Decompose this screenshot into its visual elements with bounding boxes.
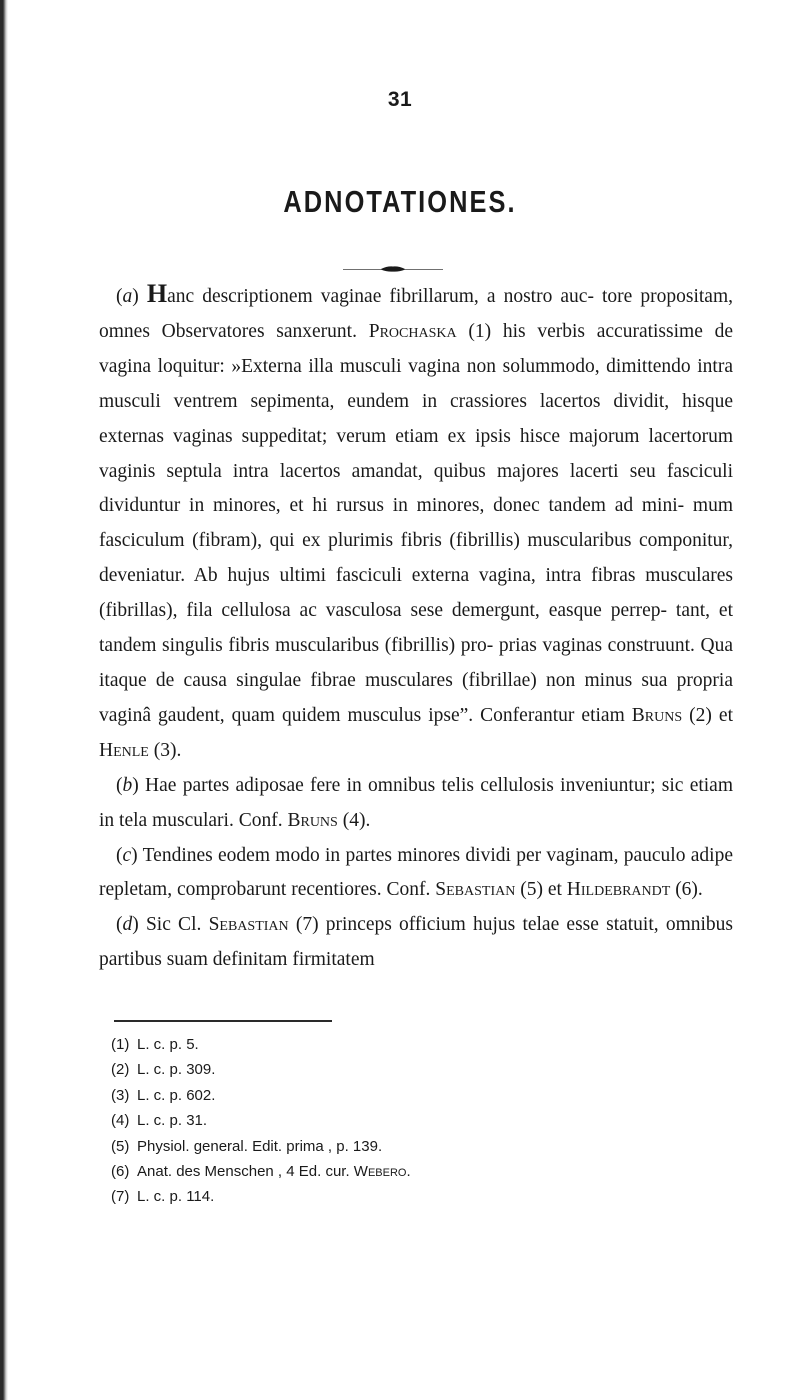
page-edge-shadow: [0, 0, 8, 1400]
annotation-text: (3).: [148, 739, 182, 761]
page-number: 31: [387, 88, 413, 111]
annotation-text: Hae partes adiposae fere in omnibus telis cellulosis inveniuntur; sic etiam in tela musculari. Conf.: [99, 774, 734, 831]
footnote-number: (7): [111, 1188, 130, 1206]
annotation-text: (6).: [670, 879, 703, 901]
footnote-item: [111, 1134, 671, 1159]
footnote-text: L. c. p. 602.: [137, 1086, 216, 1104]
initial-letter: H: [146, 279, 168, 308]
footnote-item: [111, 1032, 671, 1057]
annotation-text: anc descriptionem vaginae fibrillarum, a nostro auc- tore propositam, omnes Observatores sanxerunt.: [99, 286, 734, 342]
annotations-body: [99, 277, 733, 978]
annotation-label: (b): [116, 774, 139, 796]
annotation-paragraph: [99, 839, 733, 909]
footnote-number: (4): [111, 1112, 130, 1130]
footnote-number: (3): [111, 1086, 130, 1104]
annotation-paragraph: [99, 277, 733, 769]
footnote-item: [111, 1184, 671, 1209]
footnote-text: L. c. p. 31.: [137, 1112, 208, 1130]
footnote-item: [111, 1083, 671, 1108]
footnote-number: (1): [111, 1036, 130, 1053]
author-name: Prochaska: [368, 320, 457, 342]
footnote-text: L. c. p. 5.: [137, 1036, 199, 1053]
footnote-text: Anat. des Menschen , 4 Ed. cur.: [137, 1163, 354, 1181]
author-name: Henle: [99, 739, 149, 761]
author-name: Sebastian: [208, 914, 289, 936]
footnotes-list: [111, 1032, 671, 1210]
footnote-rule: [114, 1020, 332, 1022]
footnote-item: [111, 1159, 671, 1184]
annotation-text: (7) princeps officium hujus telae esse statuit, omnibus partibus suam definitam firmitatem: [99, 914, 734, 971]
footnote-author-name: Webero.: [353, 1163, 411, 1181]
heading-ornament-divider: [343, 266, 443, 272]
section-heading: ADNOTATIONES.: [283, 184, 517, 219]
annotation-text: Sic Cl.: [145, 914, 209, 936]
author-name: Sebastian: [435, 879, 516, 901]
footnote-text: Physiol. general. Edit. prima , p. 139.: [137, 1137, 383, 1155]
author-name: Hildebrandt: [566, 879, 671, 901]
footnote-number: (2): [111, 1061, 130, 1079]
annotation-text: (2) et: [682, 704, 734, 726]
footnote-item: [111, 1057, 671, 1082]
annotation-text: (4).: [337, 809, 371, 831]
author-name: Bruns: [287, 809, 338, 831]
annotation-text: Tendines eodem modo in partes minores dividi per vaginam, pauculo adipe repletam, comprobarunt recentiores. Conf.: [99, 844, 733, 901]
annotation-label: (c): [116, 844, 138, 866]
footnote-text: L. c. p. 309.: [137, 1061, 216, 1079]
annotation-label: (d): [116, 914, 139, 936]
author-name: Bruns: [631, 704, 683, 726]
footnote-number: (5): [111, 1137, 130, 1155]
annotation-paragraph: [99, 908, 733, 978]
annotation-text: (1) his verbis accuratissime de vagina loquitur: »Externa illa musculi vagina non solummodo, dimittendo intra musculi ventrem sepimenta, eundem in crassiores lacertos dividit, hisque externas vaginas suppeditat; verum etiam ex ipsis hisce majorum lacertorum vaginis septula intra lacertos amandat, quibus majores lacerti seu fasciculi dividuntur in minores, et hi rursus in minores, donec tandem ad mini- mum fasciculum (fibram), qui ex plurimis fibris (fibrillis) muscularibus componitur, deveniatur. Ab hujus ultimi fasciculi externa vagina, intra fibras musculares (fibrillas), fila cellulosa ac vasculosa sese demergunt, easque perrep- tant, et tandem singulis fibris muscularibus (fibrillis) pro- prias vaginas construunt. Qua itaque de causa singulae fibrae musculares (fibrillae) non minus sua propria vaginâ gaudent, quam quidem musculus ipse”. Conferantur etiam: [99, 320, 734, 726]
annotation-paragraph: [99, 769, 733, 839]
annotation-label: (a): [116, 286, 139, 307]
annotation-text: (5) et: [515, 879, 567, 901]
footnote-number: (6): [111, 1163, 130, 1181]
footnote-text: L. c. p. 114.: [137, 1188, 215, 1206]
footnote-item: [111, 1108, 671, 1133]
